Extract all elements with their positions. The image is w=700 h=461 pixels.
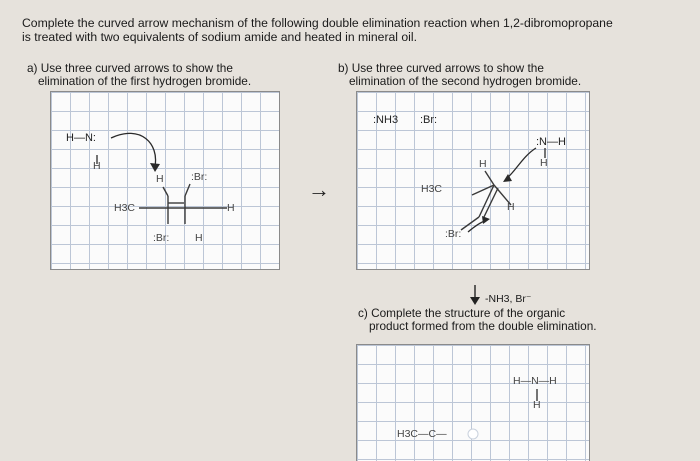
arrowhead-icon	[482, 216, 490, 224]
mechanism-canvas-a[interactable]	[50, 91, 280, 270]
amide-h-label: H	[540, 157, 548, 169]
reaction-arrow-icon: →	[308, 177, 330, 202]
down-arrow-icon	[468, 284, 482, 306]
mechanism-canvas-b[interactable]	[356, 91, 590, 270]
part-c-line-2: product formed from the double elimination.	[369, 319, 597, 333]
step-label: -NH3, Br⁻	[485, 293, 532, 305]
h-right-label: H	[507, 201, 515, 213]
amide-label: :N—H	[536, 136, 566, 148]
h-top-label: H	[156, 173, 164, 185]
part-b-line-2: elimination of the second hydrogen bromide.	[349, 74, 582, 88]
part-a-line-1: a) Use three curved arrows to show the	[27, 61, 233, 75]
ammonia-label: :NH3	[373, 114, 399, 126]
part-c-instructions	[358, 307, 597, 333]
part-b-instructions	[338, 62, 581, 88]
methyl-label: H3C	[421, 183, 443, 195]
question-text	[22, 16, 698, 44]
br-bottom-label: :Br:	[153, 232, 170, 244]
br-top-label: :Br:	[191, 171, 208, 183]
amine-h-label: H	[533, 399, 541, 411]
br-bottom-label: :Br:	[445, 228, 462, 240]
h-top-label: H	[479, 158, 487, 170]
methyl-label: H3C	[114, 202, 136, 214]
question-line-2: is treated with two equivalents of sodium amide and heated in mineral oil.	[22, 30, 417, 44]
part-b-line-1: b) Use three curved arrows to show the	[338, 61, 544, 75]
amide-h-label: H	[93, 160, 101, 172]
part-a-instructions	[27, 62, 251, 88]
h-right-label: H	[227, 202, 235, 214]
curved-arrow-icon	[111, 133, 156, 166]
amine-label: H—N—H	[513, 375, 557, 387]
amide-label: H—N:	[66, 132, 96, 144]
curved-arrow-icon	[507, 148, 536, 178]
arrowhead-icon	[150, 163, 160, 172]
h-bottom-label: H	[195, 232, 203, 244]
panel-c-bonds	[357, 345, 589, 461]
product-canvas[interactable]	[356, 344, 590, 461]
product-chain-label: H3C—C—	[397, 428, 447, 440]
part-c-line-1: c) Complete the structure of the organic	[358, 306, 566, 320]
question-line-1: Complete the curved arrow mechanism of the following double elimination reaction when 1,2-dibromopropane	[22, 16, 613, 30]
part-a-line-2: elimination of the first hydrogen bromide.	[38, 74, 252, 88]
bromide-ion-label: :Br:	[420, 114, 438, 126]
attachment-point-icon	[468, 429, 478, 439]
